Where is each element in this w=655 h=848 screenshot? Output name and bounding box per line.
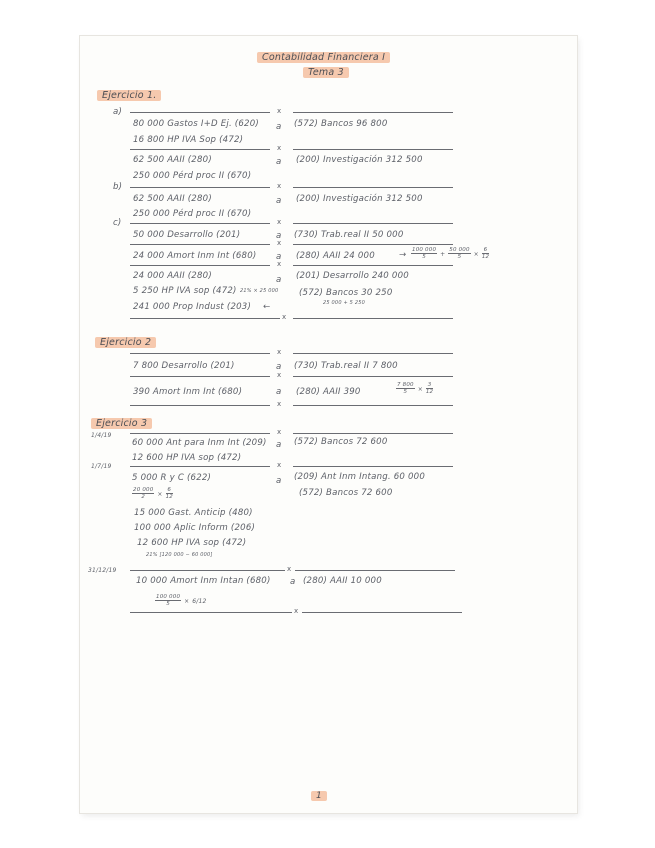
- journal-separator: [130, 318, 280, 319]
- journal-separator: [130, 433, 270, 434]
- journal-separator: [293, 376, 453, 377]
- calc-note: 21% × 25 000: [240, 288, 279, 294]
- fraction-denominator: 5: [422, 254, 426, 260]
- entry-debit: 100 000 Aplic Inform (206): [134, 523, 256, 533]
- entry-a: a: [276, 387, 282, 397]
- journal-separator: [293, 433, 453, 434]
- entry-debit: 15 000 Gast. Anticip (480): [134, 508, 253, 518]
- fraction-numerator: 50 000: [449, 247, 470, 253]
- page-subtitle: Tema 3: [303, 67, 349, 78]
- journal-separator: [130, 405, 270, 406]
- entry-date: 1/7/19: [91, 463, 112, 470]
- entry-debit: 24 000 Amort Inm Int (680): [133, 251, 257, 261]
- page-title: Contabilidad Financiera I: [257, 52, 390, 63]
- entry-credit: (209) Ant Inm Intang. 60 000: [294, 472, 426, 482]
- journal-separator: [293, 223, 453, 224]
- separator-x: x: [277, 461, 282, 469]
- separator-x: x: [277, 428, 282, 436]
- fraction-numerator: 7 800: [397, 382, 414, 388]
- journal-separator: [293, 244, 453, 245]
- part-b-label: b): [113, 182, 123, 192]
- fraction-numerator: 3: [427, 382, 432, 388]
- entry-debit: 10 000 Amort Inm Intan (680): [136, 576, 271, 586]
- entry-credit: (730) Trab.real II 50 000: [294, 230, 404, 240]
- separator-x: x: [287, 565, 292, 573]
- entry-credit: (201) Desarrollo 240 000: [296, 271, 409, 281]
- calc-formula: [396, 382, 433, 395]
- entry-debit: 62 500 AAII (280): [133, 194, 212, 204]
- fraction-numerator: 6: [483, 247, 488, 253]
- operator: +: [440, 251, 446, 258]
- journal-separator: [302, 612, 462, 613]
- fraction-numerator: 100 000: [156, 594, 181, 600]
- journal-separator: [130, 112, 270, 113]
- entry-debit: 390 Amort Inm Int (680): [133, 387, 243, 397]
- fraction-denominator: 2: [141, 494, 146, 500]
- fraction-denominator: 12: [165, 494, 173, 500]
- operator: ×: [473, 251, 479, 258]
- journal-separator: [130, 187, 270, 188]
- separator-x: x: [294, 607, 299, 615]
- journal-separator: [130, 149, 270, 150]
- fraction-denominator: 12: [481, 254, 490, 260]
- entry-credit: (200) Investigación 312 500: [296, 155, 423, 165]
- fraction-inline: 6/12: [192, 598, 207, 605]
- journal-separator: [295, 570, 455, 571]
- fraction-numerator: 6: [167, 487, 172, 493]
- entry-a: a: [276, 252, 282, 262]
- entry-credit: (730) Trab.real II 7 800: [294, 361, 398, 371]
- operator: ×: [417, 386, 423, 393]
- part-a-label: a): [113, 107, 123, 117]
- arrow: →: [399, 250, 407, 260]
- calc-formula: [132, 487, 173, 500]
- journal-separator: [130, 376, 270, 377]
- journal-separator: [293, 149, 453, 150]
- calc-note: 25 000 + 5 250: [323, 300, 365, 306]
- journal-separator: [130, 466, 270, 467]
- entry-credit: (280) AAII 10 000: [303, 576, 382, 586]
- entry-a: a: [276, 231, 282, 241]
- entry-debit: 60 000 Ant para Inm Int (209): [132, 438, 267, 448]
- entry-debit: 80 000 Gastos I+D Ej. (620): [133, 119, 259, 129]
- calc-formula: [155, 594, 207, 607]
- entry-debit: 16 800 HP IVA Sop (472): [133, 135, 244, 145]
- separator-x: x: [282, 313, 287, 321]
- fraction-denominator: 5: [457, 254, 462, 260]
- entry-a: a: [276, 476, 282, 486]
- entry-a: a: [276, 157, 282, 167]
- journal-separator: [293, 405, 453, 406]
- operator: ×: [184, 598, 190, 605]
- entry-credit: (572) Bancos 72 600: [294, 437, 388, 447]
- entry-credit: (280) AAII 390: [296, 387, 361, 397]
- journal-separator: [293, 318, 453, 319]
- entry-credit: (572) Bancos 96 800: [294, 119, 388, 129]
- entry-credit: (572) Bancos 30 250: [299, 288, 393, 298]
- entry-credit: (572) Bancos 72 600: [299, 488, 393, 498]
- part-c-label: c): [113, 218, 122, 228]
- entry-debit: 250 000 Pérd proc II (670): [133, 209, 252, 219]
- entry-date: 1/4/19: [91, 432, 112, 439]
- separator-x: x: [277, 348, 282, 356]
- notebook-page: [80, 36, 577, 813]
- entry-credit: (200) Investigación 312 500: [296, 194, 423, 204]
- entry-a: a: [276, 196, 282, 206]
- exercise-2-label: Ejercicio 2: [95, 337, 156, 348]
- separator-x: x: [277, 371, 282, 379]
- entry-a: a: [276, 440, 282, 450]
- page-number: 1: [311, 791, 327, 801]
- journal-separator: [130, 244, 270, 245]
- exercise-1-label: Ejercicio 1.: [97, 90, 161, 101]
- entry-debit: 5 250 HP IVA sop (472): [133, 286, 237, 296]
- fraction-denominator: 5: [403, 389, 408, 395]
- calc-note: 21% [120 000 − 60 000]: [146, 552, 213, 558]
- operator: ×: [157, 491, 163, 498]
- entry-debit: 50 000 Desarrollo (201): [133, 230, 241, 240]
- journal-separator: [130, 570, 285, 571]
- journal-separator: [293, 112, 453, 113]
- journal-separator: [130, 265, 270, 266]
- entry-debit: 62 500 AAII (280): [133, 155, 212, 165]
- fraction-numerator: 100 000: [412, 247, 437, 253]
- journal-separator: [293, 466, 453, 467]
- journal-separator: [130, 353, 270, 354]
- fraction-numerator: 20 000: [133, 487, 154, 493]
- entry-a: a: [276, 122, 282, 132]
- separator-x: x: [277, 400, 282, 408]
- arrow: ←: [263, 302, 271, 312]
- entry-debit: 241 000 Prop Indust (203): [133, 302, 251, 312]
- fraction-denominator: 5: [166, 601, 170, 607]
- journal-separator: [293, 353, 453, 354]
- entry-date: 31/12/19: [88, 567, 117, 574]
- entry-a: a: [290, 577, 296, 587]
- separator-x: x: [277, 182, 282, 190]
- entry-credit: (280) AAII 24 000: [296, 251, 375, 261]
- exercise-3-label: Ejercicio 3: [91, 418, 152, 429]
- journal-separator: [293, 265, 453, 266]
- separator-x: x: [277, 144, 282, 152]
- calc-formula: [411, 247, 489, 260]
- journal-separator: [130, 612, 292, 613]
- separator-x: x: [277, 260, 282, 268]
- separator-x: x: [277, 239, 282, 247]
- separator-x: x: [277, 218, 282, 226]
- entry-debit: 12 600 HP IVA sop (472): [137, 538, 247, 548]
- entry-debit: 250 000 Pérd proc II (670): [133, 171, 252, 181]
- journal-separator: [293, 187, 453, 188]
- entry-a: a: [276, 275, 282, 285]
- journal-separator: [130, 223, 270, 224]
- separator-x: x: [277, 107, 282, 115]
- entry-debit: 7 800 Desarrollo (201): [133, 361, 235, 371]
- entry-debit: 5 000 R y C (622): [132, 473, 212, 483]
- entry-debit: 24 000 AAII (280): [133, 271, 212, 281]
- entry-a: a: [276, 362, 282, 372]
- fraction-denominator: 12: [425, 389, 434, 395]
- entry-debit: 12 600 HP IVA sop (472): [132, 453, 242, 463]
